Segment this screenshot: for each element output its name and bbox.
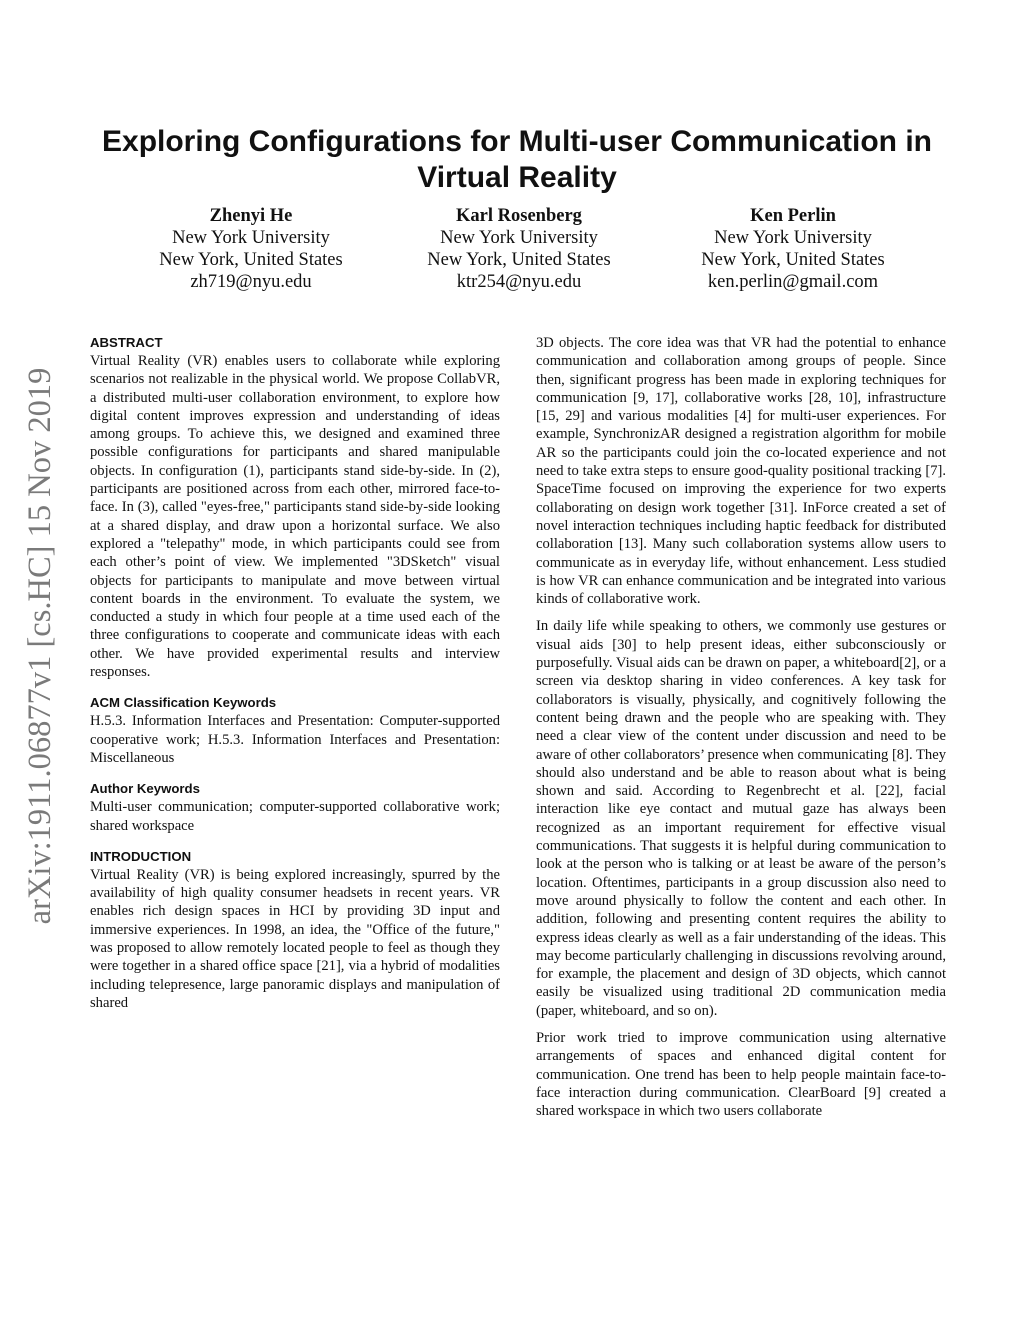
body-paragraph: Prior work tried to improve communication using alternative arrangements of spaces and enhanced digital content for communication. One trend has been to help people maintain face-to-face interaction during communication. ClearBoard [9] created a shared workspace in which two users collaborate — [536, 1029, 946, 1120]
paper-title: Exploring Configurations for Multi-user Communication in Virtual Reality — [102, 125, 932, 194]
author-name: Zhenyi He — [209, 206, 293, 226]
author-keywords-text: Multi-user communication; computer-supported collaborative work; shared workspace — [90, 799, 500, 834]
author-location: New York, United States — [159, 250, 343, 270]
author-email[interactable]: ktr254@nyu.edu — [456, 272, 582, 292]
introduction-paragraph: Virtual Reality (VR) is being explored increasingly, spurred by the availability of high quality consumer headsets in recent years. VR enables rich design spaces in HCI by providing 3D input and immersive experiences. In 1998, an idea, the "Office of the future," was proposed to allow remotely located people to feel as though they were together in a shared office space [21], via a hybrid of modalities including telepresence, large panoramic displays and manipulation of shared — [90, 866, 500, 1011]
right-column — [536, 334, 946, 1120]
author-name: Ken Perlin — [750, 206, 836, 226]
body-paragraph: In daily life while speaking to others, we commonly use gestures or visual aids [30] to help present ideas, either subconsciously or purposefully. Visual aids can be drawn on paper, a whiteboard[2], or a screen via desktop sharing in video conferences. A key task for collaborators is visually, physically, and cognitively following the content being drawn and the people who are speaking with. They need a clear view of the content under discussion and need to be aware of other collaborators’ presence when communicating [8]. They should also understand and be able to reason about what is being shown and said. According to Regenbrecht et al. [22], facial interaction like eye contact and mutual gaze has always been recognized as an important requirement for effective visual communications. That suggests it is helpful during communication to look at the person who is talking or at least be aware of the person’s location. Oftentimes, participants in a group discussion also need to move around physically to follow the content and each other. In addition, following and presenting content requires the ability to express ideas clearly as well as a fair understanding of the ideas. This may become particularly challenging in discussions revolving around, for example, the placement and design of 3D objects, which cannot easily be visualized using traditional 2D communication media (paper, whiteboard, and so on). — [536, 618, 946, 1019]
author-affiliation: New York University — [172, 228, 330, 248]
acm-classification-heading: ACM Classification Keywords — [90, 695, 277, 711]
author-1 — [120, 205, 382, 293]
arxiv-identifier-text: arXiv:1911.06877v1 [cs.HC] 15 Nov 2019 — [22, 367, 58, 925]
author-affiliation: New York University — [714, 228, 872, 248]
author-2 — [388, 205, 650, 293]
acm-classification-text: H.5.3. Information Interfaces and Presentation: Computer-supported cooperative work; H.5.3. Information Interfaces and Presentation: Miscellaneous — [90, 713, 500, 766]
abstract-heading: ABSTRACT — [90, 335, 163, 350]
arxiv-identifier-stamp — [18, 350, 62, 942]
author-affiliation: New York University — [440, 228, 598, 248]
left-column — [90, 334, 500, 1012]
body-paragraph: 3D objects. The core idea was that VR had the potential to enhance communication and collaboration among groups of people. Since then, significant progress has been made in exploring techniques for communication [9, 17], collaborative works [28, 10], infrastructure [15, 29] and various modalities [4] for multi-user experiences. For example, SynchronizAR designed a registration algorithm for mobile AR so the participants could join the co-located experience and not need to take extra steps to ensure good-quality positional tracking [7]. SpaceTime focused on improving the experience for two experts collaborating on design work together [31]. InForce created a set of novel interaction techniques including haptic feedback for distributed collaboration [13]. Many such collaboration systems allow users to communicate as in everyday life, without enhancement. Less studied is how VR can enhance communication and be integrated into various kinds of collaborative work. — [536, 335, 946, 608]
author-email[interactable]: ken.perlin@gmail.com — [707, 272, 879, 292]
author-keywords-heading: Author Keywords — [90, 781, 200, 797]
abstract-text: Virtual Reality (VR) enables users to collaborate while exploring scenarios not realizable in the physical world. We propose CollabVR, a distributed multi-user collaboration environment, to explore how digital content improves expression and understanding of ideas among groups. To achieve this, we designed and examined three possible configurations for participants and shared manipulable objects. In configuration (1), participants stand side-by-side. In (2), participants are positioned across from each other, mirrored face-to-face. In (3), called "eyes-free," participants stand side-by-side looking at a shared display, and draw upon a horizontal surface. We also explored a "telepathy" mode, in which participants could see from each other’s point of view. We implemented "3DSketch" visual objects for participants to manipulate and move between virtual content boards in the environment. To evaluate the system, we conducted a study in which four people at a time used each of the three configurations to cooperate and communicate ideas with each other. We have provided experimental results and interview responses. — [90, 353, 500, 681]
author-name: Karl Rosenberg — [456, 206, 582, 226]
author-3 — [662, 205, 924, 293]
introduction-heading: INTRODUCTION — [90, 848, 192, 864]
author-location: New York, United States — [427, 250, 611, 270]
author-location: New York, United States — [701, 250, 885, 270]
author-block — [126, 205, 914, 295]
author-email[interactable]: zh719@nyu.edu — [190, 272, 312, 292]
